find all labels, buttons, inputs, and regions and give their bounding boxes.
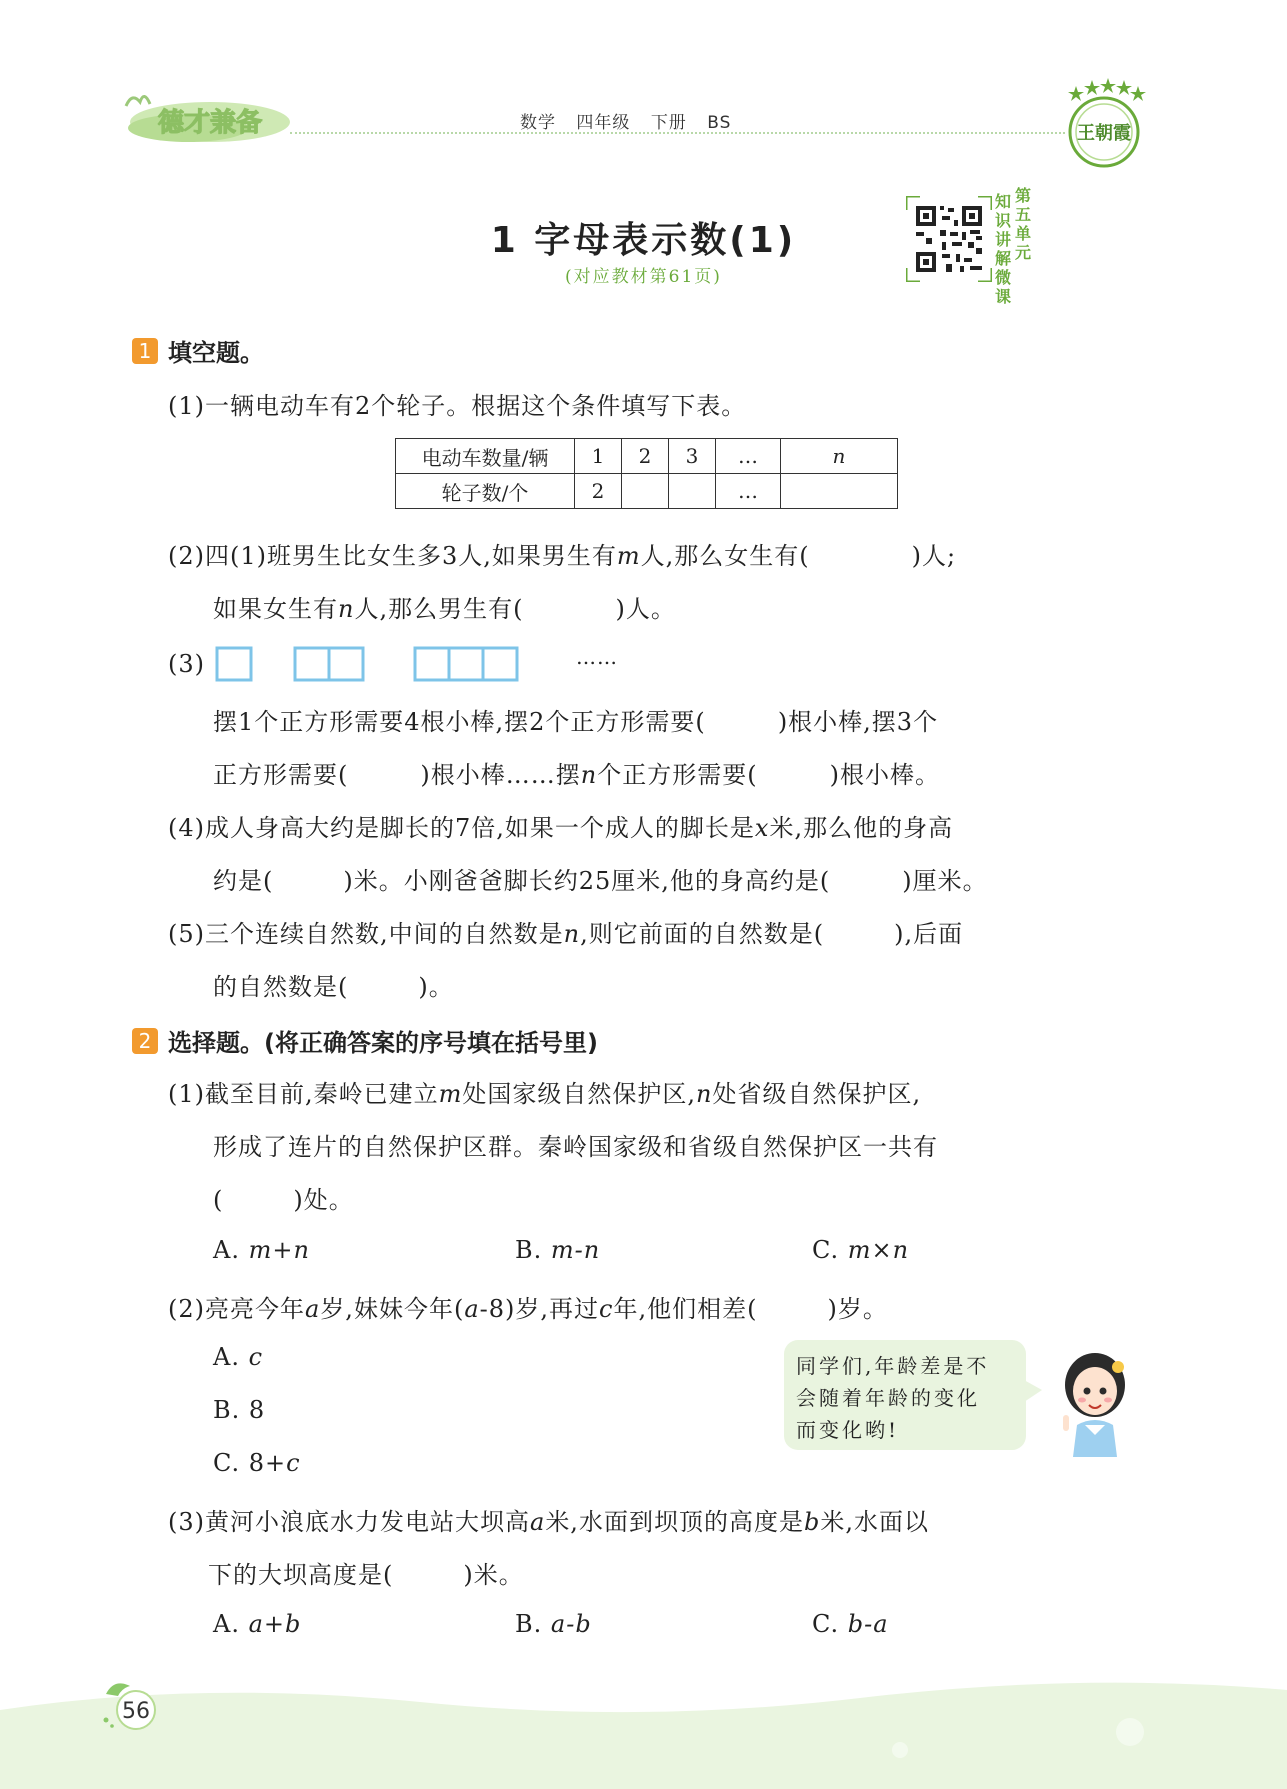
table-cell-blank[interactable] [669, 474, 716, 509]
s1-q2-line1 [168, 536, 956, 571]
s1-q3-line3 [213, 755, 940, 790]
option-value: b-a [847, 1610, 889, 1638]
option-letter: A. [213, 1236, 240, 1264]
table-row [396, 474, 898, 509]
text: 正方形需要( [213, 761, 349, 789]
option-value: m+n [248, 1236, 310, 1264]
text: 摆1个正方形需要4根小棒,摆2个正方形需要( [213, 708, 706, 736]
text: 下的大坝高度是( [208, 1561, 394, 1589]
variable: b [803, 1508, 821, 1536]
text: 人,那么女生有( [640, 542, 810, 570]
option-value: m-n [550, 1236, 601, 1264]
girl-character-icon [1055, 1345, 1135, 1457]
s1-q2-line2 [213, 589, 676, 624]
option-letter: A. [213, 1343, 240, 1371]
bubble-text [796, 1350, 1021, 1446]
s2-q1-option-b[interactable] [515, 1236, 600, 1264]
section1-number: 1 [132, 338, 158, 364]
wheels-table [395, 438, 898, 509]
variable: x [754, 814, 770, 842]
text: )。 [418, 973, 454, 1001]
s1-q5-line1 [168, 914, 963, 949]
text: 的自然数是( [213, 973, 349, 1001]
text: )米。小刚爸爸脚长约25厘米,他的身高约是( [343, 867, 831, 895]
text: (1)截至目前,秦岭已建立 [168, 1080, 439, 1108]
s2-q1-line1 [168, 1074, 921, 1109]
option-value: m×n [847, 1236, 910, 1264]
table-cell: n [781, 439, 898, 474]
s2-q1-line3 [213, 1180, 354, 1215]
option-letter: C. [812, 1236, 840, 1264]
text: )米。 [463, 1561, 524, 1589]
variable: n [338, 595, 355, 623]
text: )人; [911, 542, 957, 570]
brand-text: 德才兼备 [157, 108, 263, 138]
text: )岁。 [827, 1295, 888, 1323]
footer-background [0, 1680, 1287, 1789]
text: (4)成人身高大约是脚长的7倍,如果一个成人的脚长是 [168, 814, 755, 842]
option-letter: A. [213, 1610, 240, 1638]
s2-q2-option-b[interactable] [213, 1396, 265, 1424]
text: 约是( [213, 867, 274, 895]
text: (5)三个连续自然数,中间的自然数是 [168, 920, 564, 948]
header-subject: 数学 [520, 113, 556, 133]
variable: a [530, 1508, 546, 1536]
s1-q4-line1 [168, 808, 953, 843]
option-letter: B. [213, 1396, 241, 1424]
section1-heading [132, 333, 264, 368]
text: (3)黄河小浪底水力发电站大坝高 [168, 1508, 530, 1536]
variable: a [305, 1295, 321, 1323]
s2-q1-option-c[interactable] [812, 1236, 909, 1264]
section2-title: 选择题。(将正确答案的序号填在括号里) [168, 1029, 598, 1057]
variable: n [696, 1080, 713, 1108]
bubble-line: 而变化哟! [796, 1418, 900, 1442]
table-cell: … [716, 474, 781, 509]
variable: n [580, 761, 598, 789]
option-value: a-b [550, 1610, 592, 1638]
option-variable: c [286, 1449, 301, 1477]
seal-text: 王朝霞 [1077, 123, 1131, 144]
header-grade: 四年级 [576, 113, 631, 133]
s2-q2-option-a[interactable] [213, 1343, 263, 1371]
header-course-info [520, 108, 745, 133]
s2-q3-line1 [168, 1502, 929, 1537]
text: 如果女生有 [213, 595, 338, 623]
option-letter: C. [213, 1449, 241, 1477]
variable: a [464, 1295, 480, 1323]
table-cell: 2 [622, 439, 669, 474]
variable: m [438, 1080, 463, 1108]
section1-title: 填空题。 [168, 339, 264, 367]
text: 米,那么他的身高 [769, 814, 954, 842]
table-cell: 2 [575, 474, 622, 509]
qr-caption [994, 186, 1034, 306]
s2-q1-line2: 形成了连片的自然保护区群。秦岭国家级和省级自然保护区一共有 [213, 1133, 938, 1161]
s1-q5-line2 [213, 967, 454, 1002]
s1-q3-dots: …… [576, 645, 618, 669]
s2-q3-line2 [208, 1555, 524, 1590]
option-value: 8+ [248, 1449, 287, 1477]
textbook-reference: (对应教材第61页) [565, 267, 722, 287]
text: 处国家级自然保护区, [462, 1080, 697, 1108]
option-letter: B. [515, 1610, 543, 1638]
s2-q2-option-c[interactable] [213, 1449, 301, 1477]
variable: c [599, 1295, 614, 1323]
table-cell: … [716, 439, 781, 474]
text: (2)四(1)班男生比女生多3人,如果男生有 [168, 542, 617, 570]
text: -8)岁,再过 [479, 1295, 599, 1323]
header-edition: BS [707, 113, 732, 133]
s1-q3-label: (3) [168, 650, 205, 678]
table-cell: 3 [669, 439, 716, 474]
text: 个正方形需要( [597, 761, 758, 789]
text: (2)亮亮今年 [168, 1295, 305, 1323]
table-row-label: 轮子数/个 [396, 474, 575, 509]
header-volume: 下册 [650, 113, 687, 133]
brand-logo [118, 86, 294, 144]
matchstick-squares-figure [215, 645, 545, 683]
text: 处省级自然保护区, [712, 1080, 922, 1108]
page-title: 1 字母表示数(1) [490, 220, 797, 261]
section2-number: 2 [132, 1028, 158, 1054]
text: )根小棒。 [829, 761, 940, 789]
option-value: c [248, 1343, 264, 1371]
table-cell-blank[interactable] [622, 474, 669, 509]
qr-caption-col2: 第五单元 [1014, 186, 1031, 262]
text: ( [213, 1186, 224, 1214]
variable: n [563, 920, 581, 948]
bubble-line: 会随着年龄的变化 [796, 1386, 980, 1410]
variable: m [616, 542, 641, 570]
text: )处。 [293, 1186, 354, 1214]
qr-caption-col1: 知识讲解微课 [994, 192, 1011, 306]
s1-q3-line2 [213, 702, 938, 737]
text: ),后面 [894, 920, 964, 948]
header-divider [290, 132, 1065, 134]
table-cell-blank[interactable] [781, 474, 898, 509]
text: )根小棒……摆 [420, 761, 581, 789]
text: 岁,妹妹今年( [320, 1295, 465, 1323]
s2-q3-option-a[interactable] [213, 1610, 301, 1638]
s2-q3-option-c[interactable] [812, 1610, 889, 1638]
page-number-badge [100, 1680, 166, 1730]
s2-q3-option-b[interactable] [515, 1610, 592, 1638]
section2-heading [132, 1023, 598, 1058]
option-value: 8 [248, 1396, 266, 1424]
option-value: a+b [248, 1610, 302, 1638]
table-row-label: 电动车数量/辆 [396, 439, 575, 474]
author-seal [1060, 78, 1148, 176]
s1-q1-text: (1)一辆电动车有2个轮子。根据这个条件填写下表。 [168, 392, 747, 420]
text: 人,那么男生有( [354, 595, 524, 623]
s2-q2-line1 [168, 1289, 888, 1324]
text: )厘米。 [902, 867, 988, 895]
text: )根小棒,摆3个 [777, 708, 939, 736]
bubble-line: 同学们,年龄差是不 [796, 1354, 990, 1378]
option-letter: C. [812, 1610, 840, 1638]
table-row [396, 439, 898, 474]
s2-q1-option-a[interactable] [213, 1236, 310, 1264]
qr-code-icon[interactable] [906, 196, 992, 282]
text: 米,水面到坝顶的高度是 [545, 1508, 804, 1536]
text: )人。 [615, 595, 676, 623]
s1-q4-line2 [213, 861, 988, 896]
page-number: 56 [122, 1699, 150, 1724]
text: 年,他们相差( [613, 1295, 758, 1323]
text: ,则它前面的自然数是( [580, 920, 825, 948]
table-cell: 1 [575, 439, 622, 474]
option-letter: B. [515, 1236, 543, 1264]
text: 米,水面以 [820, 1508, 929, 1536]
